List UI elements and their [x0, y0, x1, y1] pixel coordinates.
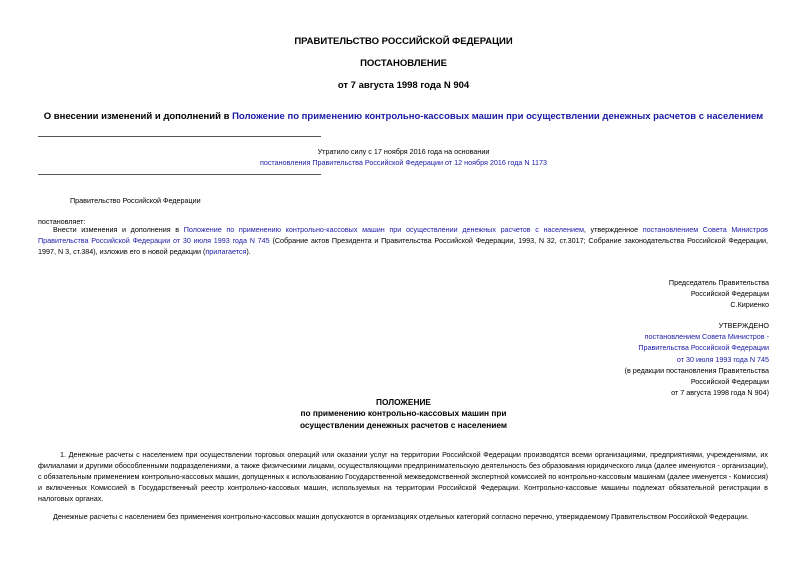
document-date-number: от 7 августа 1998 года N 904 [337, 80, 470, 91]
regulation-paragraph-1: 1. Денежные расчеты с населением при осуществлении торговых операций или оказании услуг на территории Российской Федерации производятся всеми организациями, предприятиями, учреждениями, их филиалами и другими обособленными подразделениями, а также физическими лицами, осуществляющими предпринимательскую деятельность без образования юридического лица (далее именуются - организации), с обязательным применением контрольно-кассовых машин, допущенных к использованию Государственной межведомственной экспертной комиссией по контрольно-кассовым машинам (далее именуется - Комиссия) и включенных Комиссией в Государственный реестр контрольно-кассовых машин, используемых на территории Российской Федерации. Контрольно-кассовые машины подлежат обязательной регистрации в налоговых органах. [38, 450, 768, 504]
regulation-title: ПОЛОЖЕНИЕ по применению контрольно-кассовых машин при осуществлении денежных расчетов с населением [299, 397, 508, 430]
repeal-link[interactable]: постановления Правительства Российской Федерации от 12 ноября 2016 года N 1173 [259, 158, 548, 167]
approved-link-1[interactable]: постановлением Совета Министров - [644, 332, 769, 342]
document-type: ПОСТАНОВЛЕНИЕ [360, 58, 447, 69]
issuer: Правительство Российской Федерации [70, 196, 201, 205]
title-prefix: О внесении изменений и дополнений в [43, 111, 233, 122]
document-title [0, 111, 807, 122]
resolves-label: постановляет: [38, 217, 86, 226]
attached-link[interactable]: прилагается [205, 247, 247, 257]
divider-top [38, 136, 321, 137]
government-heading: ПРАВИТЕЛЬСТВО РОССИЙСКОЙ ФЕДЕРАЦИИ [294, 36, 513, 47]
approved-label: УТВЕРЖДЕНО [718, 321, 769, 330]
amendment-paragraph: Внести изменения и дополнения в Положение по применению контрольно-кассовых машин при осуществлении денежных расчетов с населением, утвержденное постановлением Совета Министров Правительства Российской Федерации от 30 июля 1993 года N 745 (Собрание актов Президента и Правительства Российской Федерации, 1993, N 32, ст.3017; Собрание законодательства Российской Федерации, 1997, N 3, ст.384), изложив его в новой редакции (прилагается). [38, 225, 769, 257]
approved-link-3[interactable]: от 30 июля 1993 года N 745 [676, 354, 769, 364]
repeal-note: Утратило силу с 17 ноября 2016 года на основании [317, 147, 490, 156]
approved-link-2[interactable]: Правительства Российской Федерации [638, 343, 769, 353]
approved-block: УТВЕРЖДЕНО постановлением Совета Министров - Правительства Российской Федерации от 30 июля 1993 года N 745 (в редакции постановления Правительства Российской Федерации от 7 августа 1998 года N 904) [624, 321, 769, 398]
signature-block: Председатель Правительства Российской Федерации С.Кириенко [668, 278, 769, 310]
regulation-link[interactable]: Положение по применению контрольно-кассовых машин при осуществлении денежных расчетов с населением [183, 225, 584, 234]
regulation-paragraph-2: Денежные расчеты с населением без применения контрольно-кассовых машин допускаются в организациях отдельных категорий согласно перечню, утверждаемому Правительством Российской Федерации. [53, 512, 749, 521]
title-link[interactable]: Положение по применению контрольно-кассовых машин при осуществлении денежных расчетов с населением [232, 111, 764, 122]
divider-bottom [38, 174, 321, 175]
council-resolution-link[interactable]: постановлением Совета Министров Правительства Российской Федерации от 30 июля 1993 года N 745 [38, 225, 769, 246]
